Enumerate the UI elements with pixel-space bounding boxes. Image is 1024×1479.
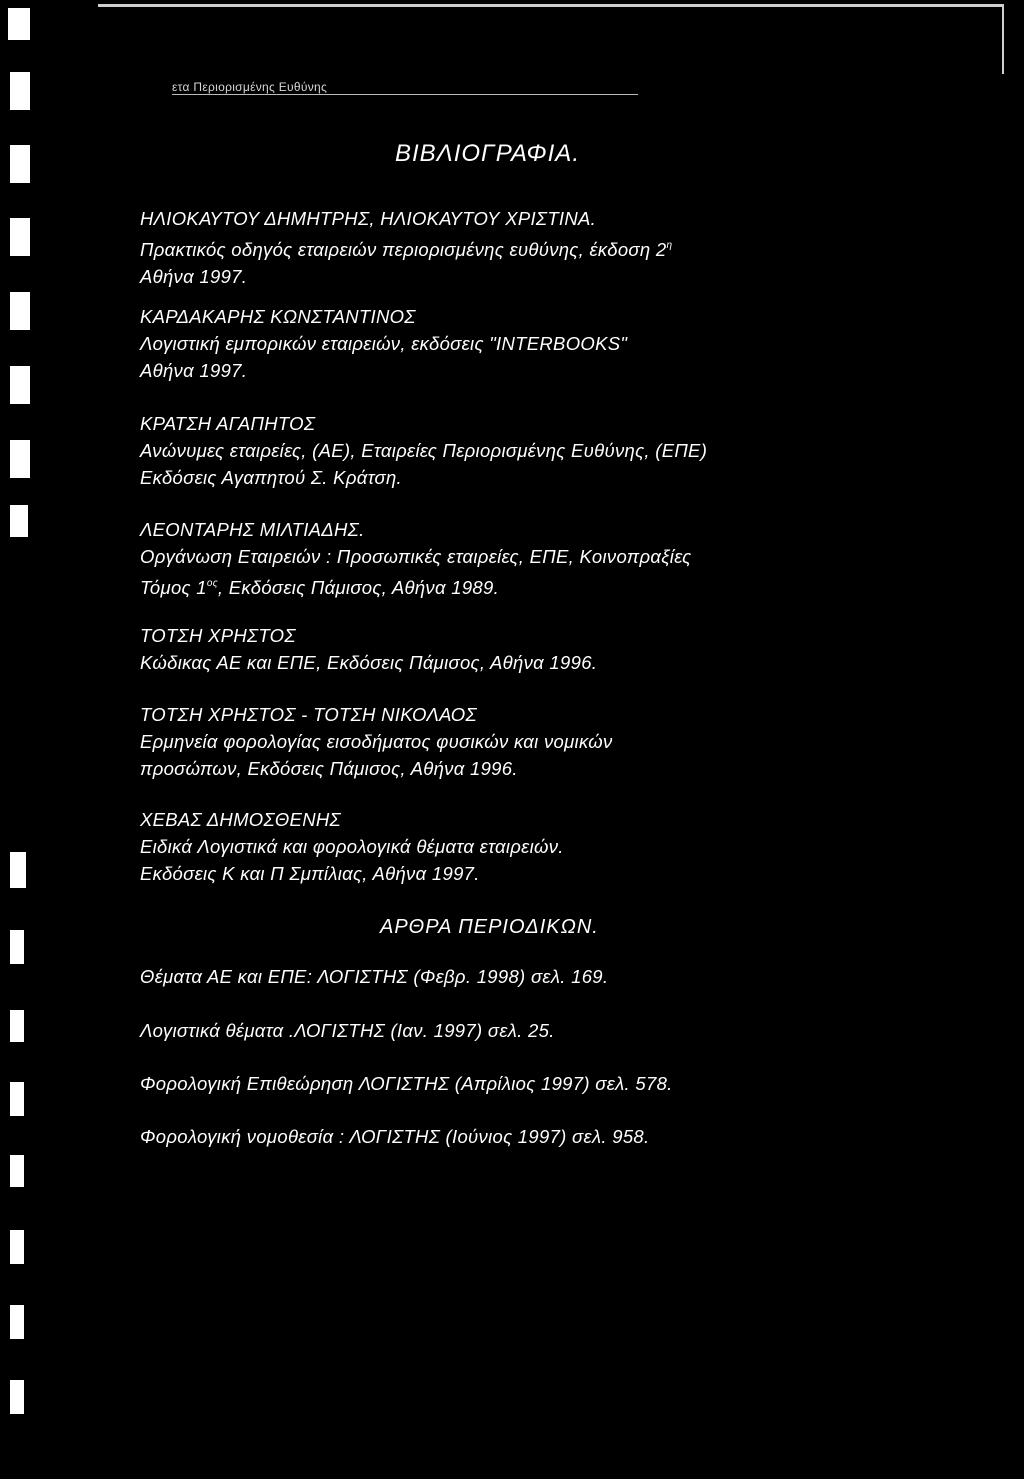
reference-author: ΗΛΙΟΚΑΥΤΟΥ ΔΗΜΗΤΡΗΣ, ΗΛΙΟΚΑΥΤΟΥ ΧΡΙΣΤΙΝΑ. [140,208,597,229]
article-entry: Λογιστικά θέματα .ΛΟΓΙΣΤΗΣ (Ιαν. 1997) σελ. 25. [140,1020,555,1041]
running-header-rule [172,94,638,95]
article-entry: Φορολογική Επιθεώρηση ΛΟΓΙΣΤΗΣ (Απρίλιος 1997) σελ. 578. [140,1073,673,1094]
reference-line: Αθήνα 1997. [140,360,248,381]
reference-line: Εκδόσεις Κ και Π Σμπίλιας, Αθήνα 1997. [140,863,480,884]
reference-author: ΚΡΑΤΣΗ ΑΓΑΠΗΤΟΣ [140,413,316,434]
reference-line: Οργάνωση Εταιρειών : Προσωπικές εταιρείες, ΕΠΕ, Κοινοπραξίες [140,546,692,567]
reference-entry [140,622,597,676]
reference-line: Τόμος $1^{o\varsigma}$, Εκδόσεις Πάμισος, Αθήνα 1989. [140,577,500,598]
reference-entry [140,205,672,290]
top-border-line [98,4,1004,7]
reference-line: Ερμηνεία φορολογίας εισοδήματος φυσικών και νομικών [140,731,613,752]
reference-entry [140,701,613,782]
reference-entry [140,806,564,887]
reference-author: ΛΕΟΝΤΑΡΗΣ ΜΙΛΤΙΑΔΗΣ. [140,519,365,540]
reference-line: Εκδόσεις Αγαπητού Σ. Κράτση. [140,467,402,488]
running-header: ετα Περιορισμένης Ευθύνης [172,80,328,94]
reference-line: Αθήνα 1997. [140,266,248,287]
reference-entry [140,303,627,384]
article-entry: Θέματα ΑΕ και ΕΠΕ: ΛΟΓΙΣΤΗΣ (Φεβρ. 1998) σελ. 169. [140,966,609,987]
reference-line: προσώπων, Εκδόσεις Πάμισος, Αθήνα 1996. [140,758,518,779]
page-title: ΒΙΒΛΙΟΓΡΑΦΙΑ. [395,140,580,167]
binding-edge [0,0,60,1479]
article-entry: Φορολογική νομοθεσία : ΛΟΓΙΣΤΗΣ (Ιούνιος 1997) σελ. 958. [140,1126,650,1147]
articles-section-title: ΑΡΘΡΑ ΠΕΡΙΟΔΙΚΩΝ. [380,916,599,938]
reference-entry [140,410,707,491]
reference-author: ΤΟΤΣΗ ΧΡΗΣΤΟΣ [140,625,296,646]
reference-line: Κώδικας ΑΕ και ΕΠΕ, Εκδόσεις Πάμισος, Αθήνα 1996. [140,652,598,673]
reference-author: ΧΕΒΑΣ ΔΗΜΟΣΘΕΝΗΣ [140,809,341,830]
reference-author: ΤΟΤΣΗ ΧΡΗΣΤΟΣ - ΤΟΤΣΗ ΝΙΚΟΛΑΟΣ [140,704,477,725]
reference-entry [140,516,691,601]
reference-line: Λογιστική εμπορικών εταιρειών, εκδόσεις "INTERBOOKS" [140,333,628,354]
reference-line: Ειδικά Λογιστικά και φορολογικά θέματα εταιρειών. [140,836,564,857]
reference-line: Πρακτικός οδηγός εταιρειών περιορισμένης ευθύνης, έκδοση $2^\eta$ [140,239,673,260]
reference-line: Ανώνυμες εταιρείες, (ΑΕ), Εταιρείες Περιορισμένης Ευθύνης, (ΕΠΕ) [140,440,708,461]
right-border-line [1002,4,1004,74]
reference-author: ΚΑΡΔΑΚΑΡΗΣ ΚΩΝΣΤΑΝΤΙΝΟΣ [140,306,416,327]
